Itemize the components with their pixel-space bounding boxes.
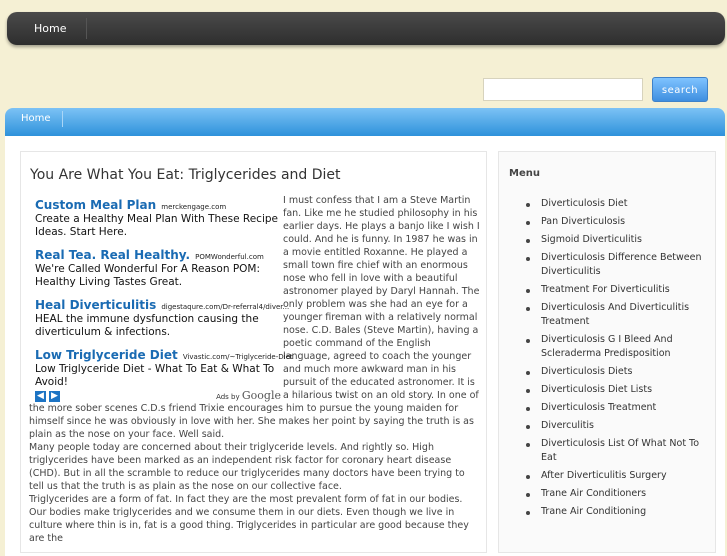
post-title: You Are What You Eat: Triglycerides and Diet (30, 167, 341, 183)
google-logo: Google (241, 389, 281, 402)
ad-url[interactable]: POMWonderful.com (195, 253, 264, 261)
sidebar-menu-item[interactable]: Diverticulosis Treatment (519, 401, 709, 415)
search-input[interactable] (483, 78, 643, 101)
sidebar-menu-item[interactable]: Diverticulosis Diet Lists (519, 383, 709, 397)
ad-description: HEAL the immune dysfunction causing the diverticulum & infections. (35, 313, 259, 338)
top-navigation (7, 12, 725, 45)
sidebar-menu-item[interactable]: Diverticulosis G I Bleed And Scleraderma Predisposition (519, 333, 709, 361)
sidebar-menu-item[interactable]: Diverculitis (519, 419, 709, 433)
sidebar-menu-item[interactable]: Pan Diverticulosis (519, 215, 709, 229)
sidebar-menu-item[interactable]: Treatment For Diverticulitis (519, 283, 709, 297)
ad-prev-icon[interactable]: ◀ (35, 391, 46, 402)
ad-next-icon[interactable]: ▶ (49, 391, 60, 402)
post-paragraph: Many people today are concerned about their triglyceride levels. And rightly so. High triglycerides have been marked as an independent risk factor for coronary heart disease (CHD). But in all the scramble to reduce our triglycerides many doctors have been trying to tell us that the truth is as plain as the nose on our collective face. (29, 442, 465, 492)
sidebar-menu-item[interactable]: Diverticulosis Diets (519, 365, 709, 379)
sidebar-menu-item[interactable]: Diverticulosis List Of What Not To Eat (519, 437, 709, 465)
post-paragraph: I must confess that I am a Steve Martin fan. Like me he studied philosophy in his earlier days. He plays a banjo like I wish I could. And he is funny. In 1987 he was in a movie entitled Roxanne. He played a small town fire chief with an enormous nose who fell in love with a beautiful astronomer played by Daryl Hannah. The only problem was she had an eye for a younger fireman with a relatively normal nose. C.D. Bales (Steve Martin), having a poetic command of the English language, agreed to coach the younger and much more awkward man in his pursuit of the educated astronomer. It is a hilarious twist on an old story. In one of the more sober scenes C.D.s friend Trixie encourages him to pursue the young maiden for himself since he was obviously in love with her. She makes her point by saying the truth is as plain as the nose on your face. Well said. (29, 195, 480, 440)
ad-item[interactable] (35, 344, 293, 388)
sidebar (498, 151, 716, 553)
ad-description: Low Triglyceride Diet - What To Eat & What To Avoid! (35, 363, 275, 388)
ad-title-link[interactable]: Custom Meal Plan (35, 198, 157, 212)
sidebar-menu-item[interactable]: Diverticulosis And Diverticulitis Treatment (519, 301, 709, 329)
ad-block (35, 194, 293, 394)
sidebar-menu-item[interactable]: Trane Air Conditioners (519, 487, 709, 501)
ad-description: We're Called Wonderful For A Reason POM: Healthy Living Tastes Great. (35, 263, 261, 288)
post-content (20, 151, 487, 553)
ad-item[interactable] (35, 194, 281, 238)
ad-url[interactable]: Vivastic.com/~Triglyceride-Diet (182, 353, 293, 361)
nav-divider (62, 111, 63, 127)
ad-url[interactable]: digestaqure.com/Dr-referral4/diver... (161, 303, 290, 311)
ad-title-link[interactable]: Heal Diverticulitis (35, 298, 157, 312)
search-button[interactable]: search (652, 77, 708, 102)
ad-url[interactable]: merckengage.com (161, 203, 227, 211)
sidebar-menu-item[interactable]: Sigmoid Diverticulitis (519, 233, 709, 247)
ad-title-link[interactable]: Real Tea. Real Healthy. (35, 248, 191, 262)
sidebar-menu-item[interactable]: Diverticulosis Difference Between Diverticulitis (519, 251, 709, 279)
ad-footer (35, 389, 281, 403)
nav-home-link[interactable]: Home (34, 22, 67, 35)
sidebar-menu-item[interactable]: Diverticulosis Diet (519, 197, 709, 211)
sidebar-title: Menu (509, 168, 540, 179)
sidebar-menu (519, 197, 709, 523)
sidebar-menu-item[interactable]: After Diverticulitis Surgery (519, 469, 709, 483)
nav-divider (86, 18, 87, 39)
breadcrumb-home-link[interactable]: Home (21, 113, 51, 124)
secondary-navigation (5, 108, 725, 136)
post-paragraph: Triglycerides are a form of fat. In fact they are the most prevalent form of fat in our bodies. Our bodies make triglycerides and we consume them in our diets. Even though we live in culture where thin is in, fat is a good thing. Triglycerides in particular are good because they are the (29, 494, 469, 544)
ad-title-link[interactable]: Low Triglyceride Diet (35, 348, 178, 362)
ad-description: Create a Healthy Meal Plan With These Recipe Ideas. Start Here. (35, 213, 278, 238)
ad-item[interactable] (35, 244, 281, 288)
ad-item[interactable] (35, 294, 290, 338)
sidebar-menu-item[interactable]: Trane Air Conditioning (519, 505, 709, 519)
ads-by-label[interactable]: Ads by Google (216, 389, 281, 402)
